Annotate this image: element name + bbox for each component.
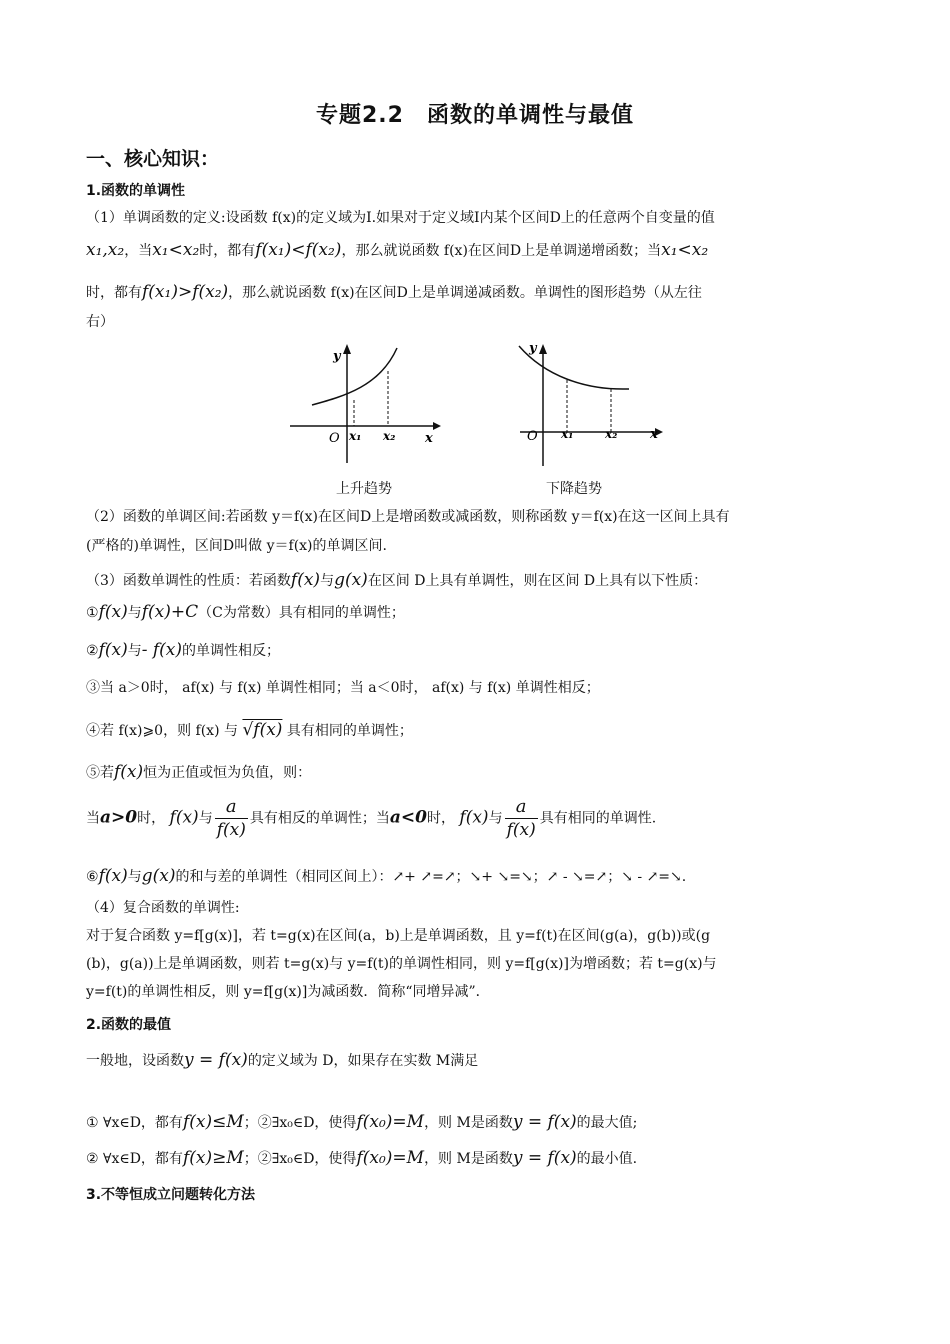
text: 时，都有: [86, 285, 142, 301]
composite-line-1: 对于复合函数 y=f[g(x)]，若 t=g(x)在区间(a，b)上是单调函数，且 y=f(t)在区间(g(a)，g(b))或(g: [86, 928, 711, 944]
text: （C为常数）具有相同的单调性；: [198, 605, 405, 621]
definition-line-3: [86, 282, 864, 303]
math-x1-lt-x2: x₁<x₂: [152, 240, 200, 260]
y-axis-label: y: [529, 341, 537, 356]
fraction-numerator: a: [515, 796, 527, 817]
math: y = f(x): [184, 1050, 248, 1070]
property-6: [86, 866, 864, 887]
decreasing-trend-graph: [515, 338, 675, 468]
x-axis-label: x: [425, 431, 433, 446]
text: 具有相反的单调性；当: [249, 810, 390, 827]
text: 时，: [426, 810, 455, 827]
origin-label: O: [329, 431, 340, 446]
property-5-detail: [86, 796, 864, 841]
math: f(x)≥M: [182, 1148, 244, 1168]
math-fx1-gt-fx2: f(x₁)>f(x₂): [142, 282, 229, 302]
math-gx: g(x): [334, 570, 368, 590]
text: 的单调性相反；: [182, 643, 281, 659]
text: 具有相同的单调性；: [286, 723, 413, 739]
text: 当: [86, 810, 100, 827]
text: （3）函数单调性的性质：若函数: [86, 573, 291, 589]
text: ⑤若: [86, 765, 114, 781]
text: 在区间 D上具有单调性，则在区间 D上具有以下性质：: [367, 573, 708, 589]
math: f(x): [169, 807, 199, 828]
text: ①: [86, 605, 99, 621]
page-title: 专题2.2 函数的单调性与最值: [316, 103, 634, 128]
text: ②: [86, 643, 99, 659]
text: 与: [320, 573, 335, 589]
math: a>0: [100, 807, 138, 828]
definition-line-2: [86, 240, 864, 261]
property-4: [86, 720, 864, 741]
composite-heading: （4）复合函数的单调性:: [86, 900, 240, 916]
x-axis-label: x: [650, 427, 658, 442]
property-5: [86, 762, 864, 783]
text: ，当: [124, 243, 153, 259]
minimum-definition: [86, 1148, 864, 1169]
text: 的和与差的单调性（相同区间上）：↗+ ↗=↗；↘+ ↘=↘；↗ - ↘=↗；↘ - ↗=↘.: [175, 869, 687, 885]
x1-label: x₁: [349, 429, 362, 443]
text: ，则 M是函数: [424, 1115, 513, 1131]
text: 恒为正值或恒为负值，则：: [143, 765, 312, 781]
text: 与: [127, 643, 142, 659]
math: f(x): [98, 640, 128, 660]
math-x1-x2: x₁,x₂: [86, 240, 125, 260]
math: f(x): [459, 807, 489, 828]
fraction-denominator: f(x): [506, 820, 536, 840]
math: f(x₀)=M: [356, 1112, 425, 1132]
text: 的定义域为 D，如果存在实数 M满足: [247, 1053, 479, 1069]
text: 具有相同的单调性.: [539, 810, 657, 827]
math-sqrt-fx: √f(x): [242, 720, 283, 740]
text: ，则 M是函数: [424, 1151, 513, 1167]
math: y = f(x): [512, 1148, 577, 1168]
text: 一般地，设函数: [86, 1053, 184, 1069]
math-fx: f(x): [290, 570, 321, 590]
math: g(x): [141, 866, 176, 886]
composite-line-2: (b)，g(a))上是单调函数，则若 t=g(x)与 y=f(t)的单调性相同，则 y=f[g(x)]为增函数；若 t=g(x)与: [86, 956, 717, 972]
text: ② ∀x∈D，都有: [86, 1151, 183, 1167]
text: 的最大值;: [576, 1115, 638, 1131]
y-axis-label: y: [333, 349, 341, 364]
definition-line-4: 右）: [86, 314, 114, 330]
property-2: [86, 640, 864, 661]
text: 与: [488, 810, 503, 827]
composite-line-3: y=f(t)的单调性相反，则 y=f[g(x)]为减函数．简称“同增异减”．: [86, 984, 490, 1000]
math: a<0: [389, 807, 427, 828]
interval-line-2: (严格的)单调性，区间D叫做 y＝f(x)的单调区间.: [86, 538, 387, 554]
text: 与: [198, 810, 213, 827]
math-fx1-lt-fx2: f(x₁)<f(x₂): [255, 240, 342, 260]
text: 时，都有: [199, 243, 256, 259]
definition-line-1: （1）单调函数的定义:设函数 f(x)的定义域为I.如果对于定义域I内某个区间D上的任意两个自变量的值: [86, 210, 715, 226]
math: f(x): [98, 602, 128, 622]
origin-label: O: [527, 429, 538, 444]
decreasing-trend-caption: 下降趋势: [546, 481, 602, 497]
fraction-a-over-fx: [215, 796, 248, 841]
text: 时，: [137, 810, 166, 827]
math: f(x)+C: [141, 602, 199, 622]
x2-label: x₂: [383, 429, 396, 443]
text: 与: [127, 605, 142, 621]
increasing-trend-graph: [285, 338, 445, 468]
subsection-extrema: 2.函数的最值: [86, 1017, 172, 1033]
text: 与: [127, 869, 142, 885]
subsection-inequality: 3.不等恒成立问题转化方法: [86, 1187, 256, 1203]
x1-label: x₁: [561, 427, 574, 441]
property-3: ③当 a＞0时， af(x) 与 f(x) 单调性相同；当 a＜0时， af(x) 与 f(x) 单调性相反；: [86, 680, 600, 696]
section-heading-core-knowledge: 一、核心知识：: [86, 148, 220, 170]
math: f(x): [98, 866, 128, 886]
fraction-numerator: a: [225, 796, 237, 817]
increasing-trend-caption: 上升趋势: [336, 481, 392, 497]
subsection-monotonicity: 1.函数的单调性: [86, 183, 186, 199]
text: ④若 f(x)⩾0，则 f(x) 与: [86, 723, 238, 739]
property-1: [86, 602, 864, 623]
text: ；②∃x₀∈D，使得: [243, 1115, 357, 1131]
math: f(x)≤M: [182, 1112, 244, 1132]
text: ；②∃x₀∈D，使得: [243, 1151, 357, 1167]
math: y = f(x): [512, 1112, 577, 1132]
math: f(x): [114, 762, 144, 782]
text: ，那么就说函数 f(x)在区间D上是单调递增函数；当: [341, 243, 662, 259]
text: ，那么就说函数 f(x)在区间D上是单调递减函数。单调性的图形趋势（从左往: [228, 285, 702, 301]
fraction-a-over-fx: [505, 796, 538, 841]
text: ① ∀x∈D，都有: [86, 1115, 183, 1131]
interval-line-1: （2）函数的单调区间:若函数 y＝f(x)在区间D上是增函数或减函数，则称函数 y＝f(x)在这一区间上具有: [86, 509, 730, 525]
extrema-intro: [86, 1050, 864, 1071]
math: f(x₀)=M: [356, 1148, 425, 1168]
text: 的最小值.: [576, 1151, 638, 1167]
fraction-denominator: f(x): [216, 820, 246, 840]
math: - f(x): [141, 640, 183, 660]
maximum-definition: [86, 1112, 864, 1133]
x2-label: x₂: [605, 427, 618, 441]
text: ⑥: [86, 869, 99, 885]
properties-intro: [86, 570, 864, 591]
math-x1-lt-x2: x₁<x₂: [661, 240, 709, 260]
